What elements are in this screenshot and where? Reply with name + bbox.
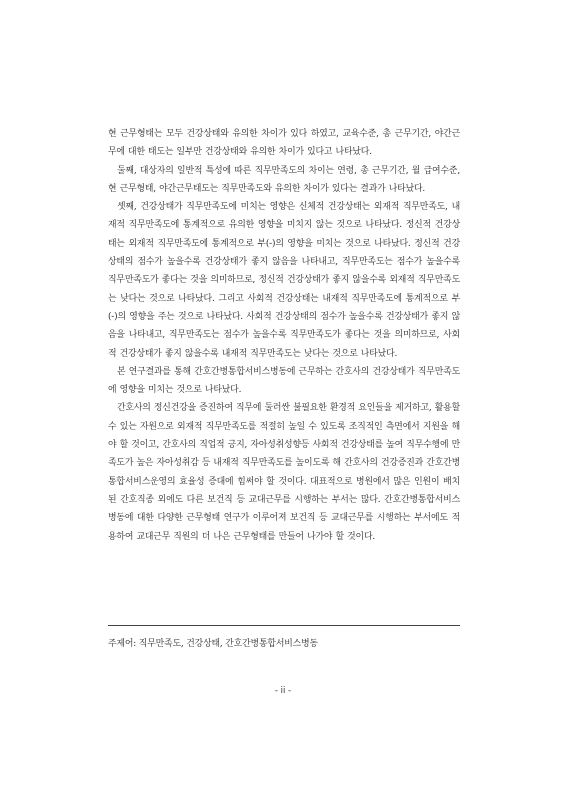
paragraph-suggestion: 간호사의 정신건강을 증진하여 직무에 둘러싼 불필요한 환경적 요인들을 제거하고, 활용할 수 있는 자원으로 외재적 직무만족도를 적절히 높일 수 있도록 조직적인 측면에서 지원을 해야 할 것이고, 간호사의 직업적 긍지, 자아성취성향등 사회적 건강상태를 높여 직무수행에 만족도가 높은 자아성취감 등 내재적 직무만족도를 높이도록 해 간호사의 건강증진과 간호간병통합서비스운영의 효율성 증대에 힘써야 할 것이다. 대표적으로 병원에서 많은 인원이 배치된 간호직종 외에도 다른 보건직 등 교대근무를 시행하는 부서는 많다. 간호간병통합서비스병동에 대한 다양한 근무형태 연구가 이루어져 보건직 등 교대근무를 시행하는 부서에도 적용하여 교대근무 직원의 더 나은 근무형태를 만들어 나가야 할 것이다. <box>108 403 460 542</box>
abstract-body <box>108 125 460 546</box>
paragraph-conclusion: 본 연구결과를 통해 간호간병통합서비스병동에 근무하는 간호사의 건강상태가 직무만족도에 영향을 미치는 것으로 나타났다. <box>108 366 460 396</box>
paragraph-results-3: 셋째, 건강상태가 직무만족도에 미치는 영향은 신체적 건강상태는 외재적 직무만족도, 내재적 직무만족도에 통계적으로 유의한 영향을 미치지 않는 것으로 나타났다. 정신적 건강상태는 외재적 직무만족도에 통계적으로 부(-)의 영향을 미치는 것으로 나타났다. 정신적 건강상태의 점수가 높을수록 건강상태가 좋지 않음을 나타내고, 직무만족도는 점수가 높을수록 직무만족도가 좋다는 것을 의미하므로, 정신적 건강상태가 좋지 않을수록 외재적 직무만족도는 낮다는 것으로 나타났다. 그리고 사회적 건강상태는 내재적 직무만족도에 통계적으로 부(-)의 영향을 주는 것으로 나타났다. 사회적 건강상태의 점수가 높을수록 건강상태가 좋지 않음을 나타내고, 직무만족도는 점수가 높을수록 직무만족도가 좋다는 것을 의미하므로, 사회적 건강상태가 좋지 않을수록 내재적 직무만족도는 낮다는 것으로 나타났다. <box>108 202 460 359</box>
keywords-line: 주제어: 직무만족도, 건강상태, 간호간병통합서비스병동 <box>108 639 318 649</box>
paragraph-results-2: 둘째, 대상자의 일반적 특성에 따른 직무만족도의 차이는 연령, 총 근무기간, 월 급여수준, 현 근무형태, 야간근무태도는 직무만족도와 유의한 차이가 있다는 결과가 나타났다. <box>108 165 460 194</box>
paragraph-results-1: 현 근무형태는 모두 건강상태와 유의한 차이가 있다 하였고, 교육수준, 총 근무기간, 야간근무에 대한 태도는 일부만 건강상태와 유의한 차이가 있다고 나타났다. <box>108 129 460 158</box>
page-number: - ii - <box>274 686 292 696</box>
keywords-divider <box>108 625 460 626</box>
